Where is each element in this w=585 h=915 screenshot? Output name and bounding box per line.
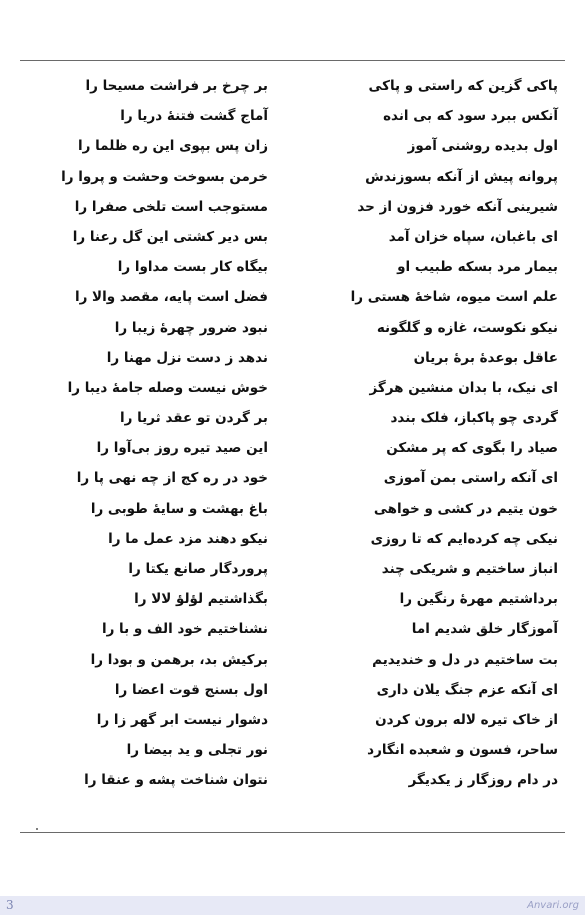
second-hemistich: نور تجلی و ید بیضا را xyxy=(126,742,268,759)
second-hemistich: مستوجب است تلخی صفرا را xyxy=(74,198,268,215)
verse-line xyxy=(28,316,558,346)
verse-line xyxy=(28,678,558,708)
first-hemistich: بت ساختیم در دل و خندیدیم xyxy=(372,651,558,668)
verse-line xyxy=(28,708,558,738)
second-hemistich: ندهد ز دست نزل مهنا را xyxy=(106,349,268,366)
first-hemistich: ای نیک، با بدان منشین هرگز xyxy=(369,379,558,396)
first-hemistich: شیرینی آنکه خورد فزون از حد xyxy=(357,198,558,215)
second-hemistich: نتوان شناخت پشه و عنقا را xyxy=(84,772,268,789)
first-hemistich: پاکی گزین که راستی و پاکی xyxy=(368,78,558,94)
first-hemistich: از خاک تیره لاله برون کردن xyxy=(375,711,558,728)
second-hemistich: بر گردن تو عقد ثریا را xyxy=(120,410,268,427)
verse-line xyxy=(28,165,558,195)
first-hemistich: در دام روزگار ز یکدیگر xyxy=(408,772,558,789)
second-hemistich: این صید تیره روز بی‌آوا را xyxy=(96,440,268,457)
footer-bar xyxy=(0,896,585,915)
second-hemistich: نیکو دهند مزد عمل ما را xyxy=(108,530,268,547)
first-hemistich: ساحر، فسون و شعبده انگارد xyxy=(367,742,558,759)
first-hemistich: انباز ساختیم و شریکی چند xyxy=(381,561,558,577)
verse-line xyxy=(28,225,558,255)
poem xyxy=(28,74,558,799)
first-hemistich: عاقل بوعدهٔ برهٔ بریان xyxy=(413,349,558,366)
verse-line xyxy=(28,648,558,678)
second-hemistich: پروردگار صانع یکتا را xyxy=(128,561,268,577)
first-hemistich: آموزگار خلق شدیم اما xyxy=(411,621,558,638)
verse-line xyxy=(28,557,558,587)
verse-line xyxy=(28,497,558,527)
second-hemistich: خود در ره کج از چه نهی پا را xyxy=(76,470,268,487)
second-hemistich: بس دیر کشتی این گل رعنا را xyxy=(72,228,268,245)
first-hemistich: برداشتیم مهرهٔ رنگین را xyxy=(399,591,558,608)
verse-line xyxy=(28,74,558,104)
first-hemistich: صیاد را بگوی که پر مشکن xyxy=(386,440,558,457)
second-hemistich: دشوار نیست ابر گهر زا را xyxy=(96,711,268,728)
verse-line xyxy=(28,587,558,617)
second-hemistich: نبود ضرور چهرهٔ زیبا را xyxy=(114,319,268,336)
first-hemistich: ای آنکه راستی بمن آموزی xyxy=(383,470,558,487)
verse-line xyxy=(28,406,558,436)
first-hemistich: خون یتیم در کشی و خواهی xyxy=(373,500,558,517)
ink-speck xyxy=(36,828,38,830)
verse-line xyxy=(28,134,558,164)
watermark: Anvari.org xyxy=(527,900,579,911)
verse-line xyxy=(28,104,558,134)
second-hemistich: فضل است پایه، مقصد والا را xyxy=(74,289,268,306)
bottom-rule xyxy=(20,832,565,833)
verse-line xyxy=(28,285,558,315)
second-hemistich: آماج گشت فتنهٔ دریا را xyxy=(120,108,268,125)
verse-line xyxy=(28,436,558,466)
second-hemistich: بر چرخ بر فراشت مسیحا را xyxy=(85,78,268,94)
first-hemistich: اول بدیده روشنی آموز xyxy=(407,138,558,155)
first-hemistich: نیکی چه کرده‌ایم که تا روزی xyxy=(370,530,558,547)
verse-line xyxy=(28,617,558,647)
second-hemistich: اول بسنج قوت اعضا را xyxy=(114,681,268,698)
verse-line xyxy=(28,346,558,376)
first-hemistich: علم است میوه، شاخهٔ هستی را xyxy=(350,289,558,306)
verse-line xyxy=(28,527,558,557)
page-number: 3 xyxy=(6,898,14,912)
first-hemistich: ای آنکه عزم جنگ یلان داری xyxy=(376,681,558,698)
second-hemistich: بگذاشتیم لؤلؤ لالا را xyxy=(134,591,268,608)
first-hemistich: بیمار مرد بسکه طبیب او xyxy=(397,259,558,276)
top-rule xyxy=(20,60,565,61)
verse-line xyxy=(28,738,558,768)
first-hemistich: پروانه پیش از آنکه بسوزندش xyxy=(365,168,558,185)
verse-line xyxy=(28,466,558,496)
verse-line xyxy=(28,195,558,225)
second-hemistich: باغ بهشت و سایهٔ طوبی را xyxy=(90,500,268,517)
verse-line xyxy=(28,255,558,285)
second-hemistich: برکیش بد، برهمن و بودا را xyxy=(90,651,268,668)
first-hemistich: گردی چو پاکباز، فلک بندد xyxy=(390,410,558,427)
second-hemistich: خرمن بسوخت وحشت و پروا را xyxy=(61,168,268,185)
second-hemistich: بیگاه کار بست مداوا را xyxy=(117,259,268,276)
second-hemistich: نشناختیم خود الف و با را xyxy=(101,621,268,638)
first-hemistich: آنکس ببرد سود که بی انده xyxy=(383,108,558,125)
verse-line xyxy=(28,376,558,406)
first-hemistich: ای باغبان، سپاه خزان آمد xyxy=(388,228,558,245)
second-hemistich: زان پس بپوی این ره ظلما را xyxy=(77,138,268,155)
second-hemistich: خوش نیست وصله جامهٔ دیبا را xyxy=(67,379,268,396)
verse-line xyxy=(28,768,558,798)
first-hemistich: نیکو نکوست، غازه و گلگونه xyxy=(376,319,558,336)
